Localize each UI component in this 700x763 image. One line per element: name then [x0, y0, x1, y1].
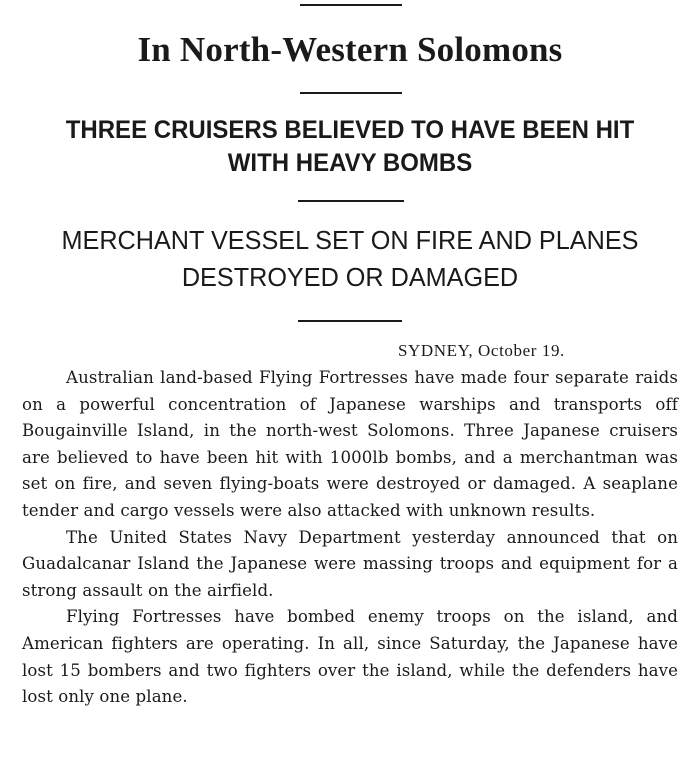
first-subheadline-line-1: THREE CRUISERS BELIEVED TO HAVE BEEN HIT: [65, 116, 635, 144]
article-body: [22, 365, 678, 711]
second-subheadline-line-1: MERCHANT VESSEL SET ON FIRE AND PLANES: [61, 225, 639, 255]
rule-after-main-headline: [300, 92, 402, 94]
dateline: SYDNEY, October 19.: [398, 341, 565, 360]
first-subheadline-line-2: WITH HEAVY BOMBS: [227, 149, 473, 177]
article-paragraph-3: Flying Fortresses have bombed enemy troops on the island, and American fighters are operating. In all, since Saturday, the Japanese have lost 15 bombers and two fighters over the island, while the defenders have lost only one plane.: [22, 607, 678, 707]
first-subheadline: [14, 114, 686, 180]
second-subheadline: [11, 222, 690, 296]
main-headline: In North-Western Solomons: [137, 30, 563, 69]
second-subheadline-line-2: DESTROYED OR DAMAGED: [181, 262, 519, 292]
article-paragraph-2: The United States Navy Department yesterday announced that on Guadalcanar Island the Japanese were massing troops and equipment for a strong assault on the airfield.: [22, 527, 678, 600]
top-rule: [300, 4, 402, 6]
rule-after-first-subheadline: [298, 200, 404, 202]
article-paragraph-1: Australian land-based Flying Fortresses have made four separate raids on a powerful concentration of Japanese warships and transports off Bougainville Island, in the north-west Solomons. Three Japanese cruisers are believed to have been hit with 1000lb bombs, and a merchantman was set on fire, and seven flying-boats were destroyed or damaged. A seaplane tender and cargo vessels were also attacked with unknown results.: [22, 368, 678, 520]
rule-after-second-subheadline: [298, 320, 402, 322]
